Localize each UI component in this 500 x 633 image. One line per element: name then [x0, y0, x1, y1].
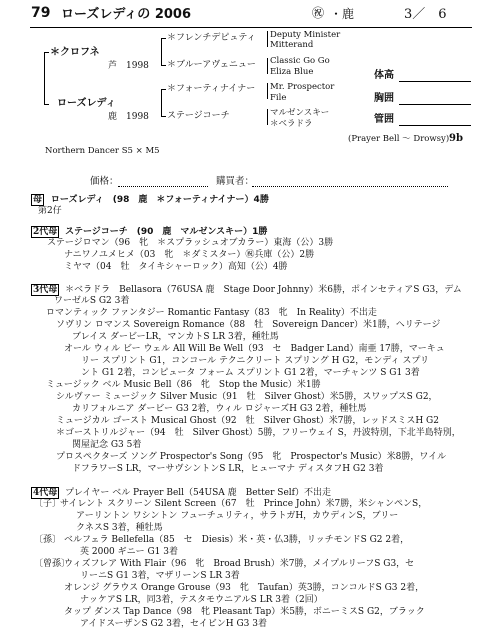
sex-mark: ㊗: [312, 6, 325, 20]
sire-sire-name: ＊フレンチデピュティ: [167, 33, 256, 43]
list-item: ベルフェラ Bellefella（85 セ Diesis）米・英・仏3勝，リッチモンドS G2 2着，: [64, 535, 410, 545]
pedigree-bracket: [44, 52, 49, 53]
g2-section-header: [31, 226, 267, 238]
list-item: ステージロマン（96 牝 ＊スプラッシュオブカラー）東海（公）3勝: [47, 238, 334, 248]
cannon-label: 管囲: [374, 114, 394, 125]
cannon-field[interactable]: [399, 125, 471, 126]
family-number: 9b: [449, 133, 463, 144]
dam-section-header: [31, 194, 269, 206]
g4-tag: 〔孫〕: [34, 535, 62, 545]
list-item: ミュージカル ゴースト Musical Ghost（92 牡 Silver Ghost）米7勝，レッドスミスH G2: [56, 416, 439, 426]
pedigree-bracket: [161, 89, 166, 90]
list-item: アーリントン ワシントン フューチュリティ，サラトガH，カウディンS，ブリー: [76, 511, 399, 521]
birth-date: 3／ 6: [404, 7, 447, 22]
g3-section-line: ＊ベラドラ Bellasora（76USA 鹿 Stage Door Johnny）米6勝，ポインセティアS G3，デム: [65, 285, 462, 295]
pedigree-bracket: [44, 52, 45, 105]
list-item: ミヤマ（04 牡 タイキシャーロック）高知（公）4勝: [64, 262, 288, 272]
list-item: オレンジ グラウス Orange Grouse（93 牝 Taufan）英3勝，コンコルドS G3 2着，: [64, 583, 425, 593]
sire-sire-sire-name: Deputy Minister: [270, 30, 341, 40]
sire-dam-name: ＊ブルーアヴェニュー: [167, 60, 256, 70]
dam-section-label: 母: [33, 195, 43, 205]
dam-sire-sire-name: Mr. Prospector: [270, 82, 335, 92]
list-item: ミュージック ベル Music Bell（86 牝 Stop the Music）米1勝: [46, 380, 321, 390]
list-item: ナッケアS LR，同3着，テスタモウニアルS LR 3着（2回）: [80, 595, 323, 605]
g3-section-label: 3代母: [33, 285, 58, 295]
g3-section-header: [31, 284, 462, 296]
list-item: ナニワノユメヒメ（03 牝 ＊ダミスター）㊗兵庫（公）2勝: [64, 250, 315, 260]
pedigree-bracket: [267, 58, 268, 74]
list-item: ソヴリン ロマンス Sovereign Romance（88 牡 Sovereign Dancer）米1勝，ヘリテージ: [56, 320, 441, 330]
list-item: ＊ゴーストリルジャー（94 牡 Silver Ghost）5勝，フリーウェイ S，丹波特別，下北半島特別，: [56, 428, 461, 438]
sire-dam-sire-name: Classic Go Go: [270, 56, 330, 66]
dam-dam-dam-name: ＊ベラドラ: [270, 119, 313, 129]
dam-sire-name: ＊フォーティナイナー: [167, 84, 256, 94]
height-field[interactable]: [399, 81, 471, 82]
dam-dam-note: (Prayer Bell ～ Drowsy): [348, 134, 450, 144]
g3-section-line-2: ワーゼルS G2 3着: [54, 296, 130, 306]
list-item: ロマンティック ファンタジー Romantic Fantasy（83 牝 In Reality）不出走: [46, 308, 377, 318]
g4-tag: 〔曾孫〕: [34, 559, 71, 569]
pedigree-bracket: [161, 38, 162, 66]
list-item: プロスペクターズ ソング Prospector's Song（95 牝 Prospector's Music）米8勝，ワイル: [56, 452, 447, 462]
pedigree-bracket: [44, 104, 49, 105]
list-item: アイドスーザンS G2 3着，セイビンH G3 3着: [80, 619, 267, 629]
lot-number: 79: [31, 5, 51, 21]
list-item: ント G1 2着，コンピュータ フォーム スプリント G1 2着，マーチャンツ S G1 3着: [81, 368, 420, 378]
header-rule: [30, 27, 472, 28]
inbreeding: Northern Dancer S5 × M5: [45, 146, 160, 156]
list-item: サイレント スクリーン Silent Screen（67 牡 Prince John）米7勝，米シャンペンS，: [60, 499, 428, 509]
buyer-label: 購買者：: [216, 176, 255, 187]
pedigree-bracket: [267, 83, 268, 99]
dam-info: 鹿 1998: [108, 112, 149, 122]
buyer-field[interactable]: [252, 186, 448, 187]
height-label: 体高: [374, 70, 394, 81]
list-item: リー スプリント G1，コンコール テクニクリート スプリング H G2，モンディ スプリ: [81, 356, 430, 366]
horse-title: ローズレディの 2006: [61, 7, 192, 22]
list-item: カリフォルニア ダービー G3 2着，ウィル ロジャーズH G3 2着，種牡馬: [72, 404, 367, 414]
price-field[interactable]: [118, 186, 208, 187]
dam-dam-name: ステージコーチ: [167, 111, 230, 121]
list-item: シルヴァー ミュージック Silver Music（91 牡 Silver Ghost）米5勝，スワップスS G2，: [56, 392, 438, 402]
list-item: ブレイス ダービーLR，マンカトS LR 3着，種牡馬: [72, 332, 279, 342]
pedigree-bracket: [161, 38, 166, 39]
coat-color: ・鹿: [330, 7, 355, 21]
dam-name: ローズレディ: [57, 98, 116, 109]
sire-dam-dam-name: Eliza Blue: [270, 67, 314, 77]
list-item: 関屋記念 G3 5着: [72, 440, 142, 450]
girth-label: 胸囲: [374, 93, 394, 104]
pedigree-bracket: [161, 116, 166, 117]
list-item: 英 2000 ギニー G1 3着: [80, 547, 178, 557]
g2-section-line: ステージコーチ (90 鹿 マルゼンスキー）1勝: [65, 227, 268, 237]
g4-section-line: プレイヤー ベル Prayer Bell（54USA 鹿 Better Self）不出走: [65, 488, 331, 498]
list-item: タップ ダンス Tap Dance（98 牝 Pleasant Tap）米5勝，ボニーミスS G2，ブラック: [64, 607, 425, 617]
list-item: オール ウィル ビー ウェル All Will Be Well（93 セ Badger Land）南亜 17勝，マーキュ: [64, 344, 445, 354]
list-item: ドフラワーS LR，マーサヴシントンS LR，ヒューマナ ディスタフH G2 3着: [72, 464, 384, 474]
pedigree-bracket: [267, 31, 268, 47]
price-label: 価格：: [90, 176, 119, 187]
list-item: リーニS G1 3着，マザリーンS LR 3着: [80, 571, 240, 581]
g4-section-label: 4代母: [33, 488, 58, 498]
pedigree-bracket: [267, 109, 268, 125]
list-item: クネスS 3着，種牡馬: [76, 523, 163, 533]
girth-field[interactable]: [399, 104, 471, 105]
g4-section-header: [31, 487, 331, 499]
pedigree-bracket: [161, 89, 162, 117]
sire-name: ＊クロフネ: [50, 47, 100, 58]
sire-sire-dam-name: Mitterand: [270, 40, 314, 50]
sire-info: 芦 1998: [108, 61, 149, 71]
dam-dam-sire-name: マルゼンスキー: [270, 108, 330, 118]
dam-section-line: ローズレディ (98 鹿 ＊フォーティナイナー）4勝: [50, 195, 269, 205]
list-item: ウィズフレア With Flair（96 牝 Broad Brush）米7勝，メイプルリーフS G3，セ: [64, 559, 415, 569]
pedigree-bracket: [161, 65, 166, 66]
dam-sire-dam-name: File: [270, 93, 287, 103]
g2-section-label: 2代母: [33, 227, 58, 237]
g4-tag: 〔子〕: [34, 499, 62, 509]
dam-section-sub: 第2仔: [38, 206, 62, 216]
